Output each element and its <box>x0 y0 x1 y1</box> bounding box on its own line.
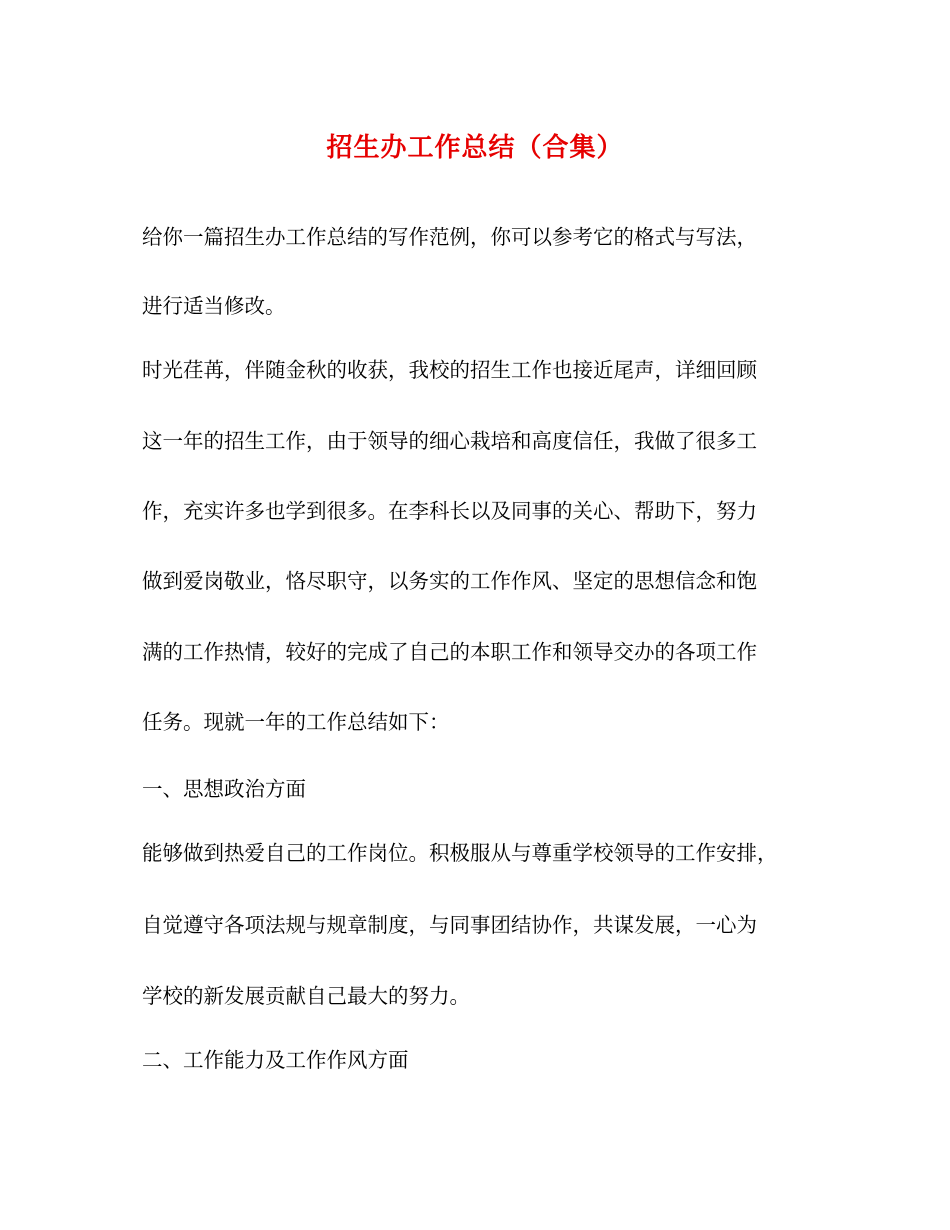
text-line-1: 给你一篇招生办工作总结的写作范例，你可以参考它的格式与写法， <box>142 225 757 249</box>
text-line-12: 学校的新发展贡献自己最大的努力。 <box>142 984 470 1008</box>
section-heading-1: 一、思想政治方面 <box>142 777 306 801</box>
text-line-8: 任务。现就一年的工作总结如下： <box>142 710 450 734</box>
text-line-2: 进行适当修改。 <box>142 294 286 318</box>
document-title: 招生办工作总结（合集） <box>326 133 624 163</box>
text-line-11: 自觉遵守各项法规与规章制度，与同事团结协作，共谋发展，一心为 <box>142 913 757 937</box>
text-line-4: 这一年的招生工作，由于领导的细心栽培和高度信任，我做了很多工 <box>142 429 757 453</box>
text-line-7: 满的工作热情，较好的完成了自己的本职工作和领导交办的各项工作 <box>142 640 757 664</box>
text-line-6: 做到爱岗敬业，恪尽职守，以务实的工作作风、坚定的思想信念和饱 <box>142 569 757 593</box>
text-line-5: 作，充实许多也学到很多。在李科长以及同事的关心、帮助下，努力 <box>142 499 757 523</box>
text-line-10: 能够做到热爱自己的工作岗位。积极服从与尊重学校领导的工作安排， <box>142 841 778 865</box>
text-line-3: 时光荏苒，伴随金秋的收获，我校的招生工作也接近尾声，详细回顾 <box>142 358 757 382</box>
section-heading-2: 二、工作能力及工作作风方面 <box>142 1048 409 1072</box>
